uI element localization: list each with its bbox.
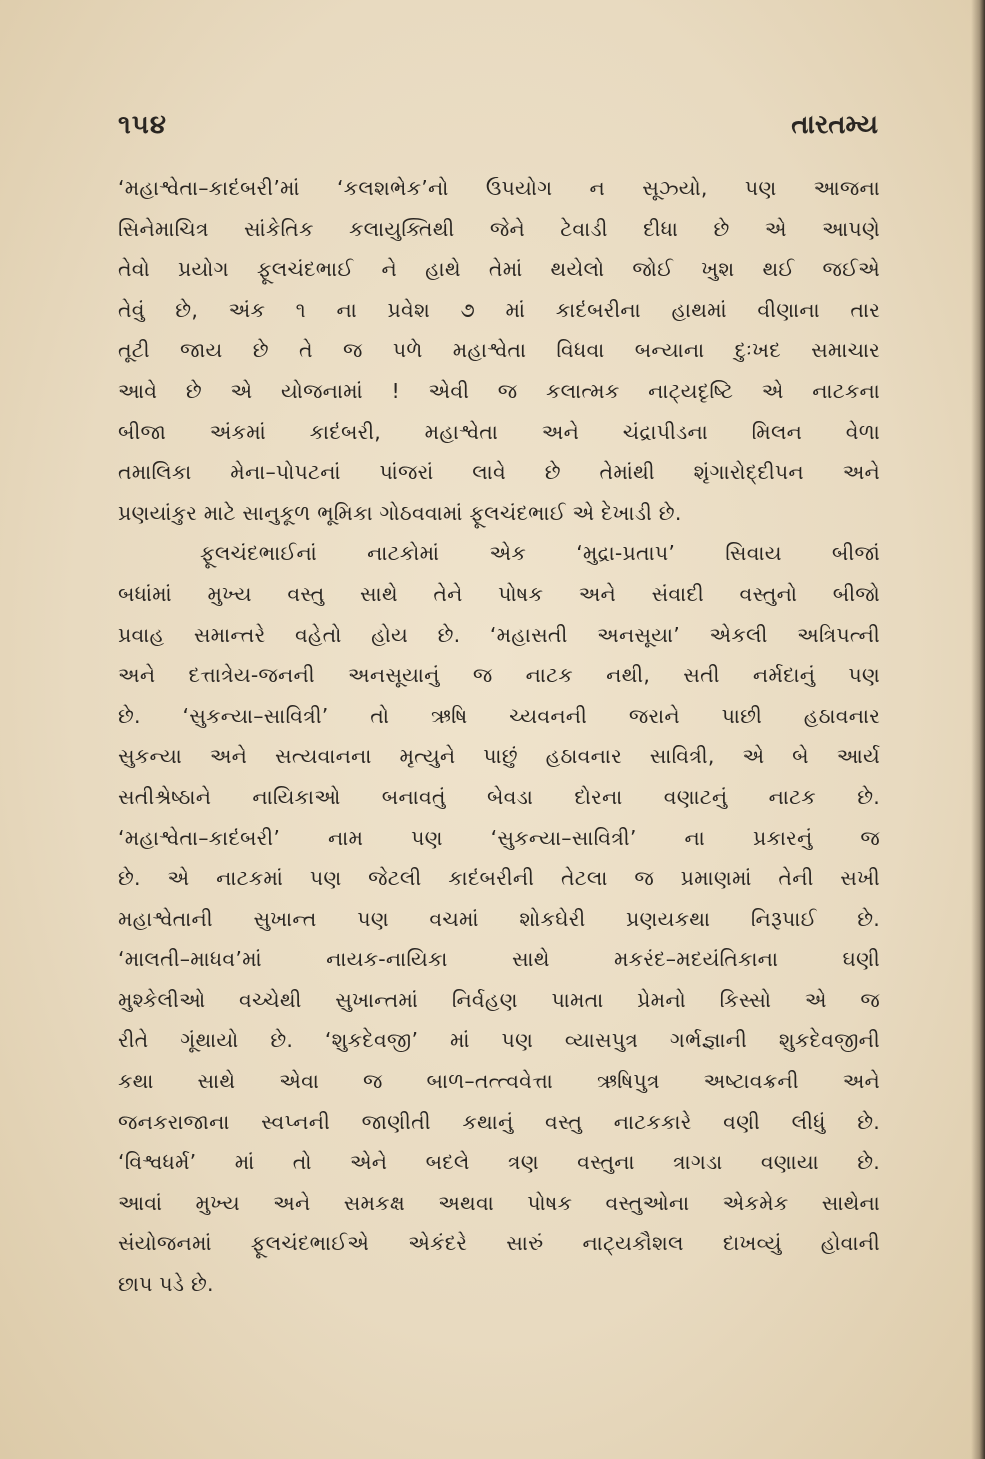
page-number: ૧૫૪ bbox=[118, 110, 167, 140]
text-line: બધાંમાં મુખ્ય વસ્તુ સાથે તેને પોષક અને સંવાદી વસ્તુનો બીજો bbox=[118, 581, 880, 606]
running-title: તારતમ્ય bbox=[791, 110, 878, 140]
text-line: આવાં મુખ્ય અને સમકક્ષ અથવા પોષક વસ્તુઓના એકમેક સાથેના bbox=[118, 1190, 880, 1215]
text-line: મુશ્કેલીઓ વચ્ચેથી સુખાન્તમાં નિર્વહણ પામતા પ્રેમનો કિસ્સો એ જ bbox=[118, 987, 880, 1012]
text-line: આવે છે એ યોજનામાં ! એવી જ કલાત્મક નાટ્યદૃષ્ટિ એ નાટકના bbox=[118, 378, 880, 403]
text-line: બીજા અંકમાં કાદંબરી, મહાશ્વેતા અને ચંદ્રાપીડના મિલન વેળા bbox=[118, 419, 880, 444]
text-line: છાપ પડે છે. bbox=[118, 1272, 214, 1297]
text-line: ‘માલતી–માધવ’માં નાયક-નાયિકા સાથે મકરંદ–મદયંતિકાના ઘણી bbox=[118, 947, 880, 972]
text-line: રીતે ગૂંથાયો છે. ‘શુકદેવજી’ માં પણ વ્યાસપુત્ર ગર્ભજ્ઞાની શુકદેવજીની bbox=[118, 1028, 880, 1053]
body-text bbox=[118, 168, 880, 1305]
text-line: સતીશ્રેષ્ઠાને નાયિકાઓ બનાવતું બેવડા દોરના વણાટનું નાટક છે. bbox=[118, 784, 880, 809]
text-line: તેવો પ્રયોગ ફૂલચંદભાઈ ને હાથે તેમાં થયેલો જોઈ ખુશ થઈ જઈએ bbox=[118, 257, 880, 282]
text-line: પ્રવાહ સમાન્તરે વહેતો હોય છે. ‘મહાસતી અનસૂયા’ એકલી અત્રિપત્ની bbox=[118, 622, 880, 647]
text-line: સિનેમાચિત્ર સાંકેતિક કલાયુક્તિથી જેને ટેવાડી દીધા છે એ આપણે bbox=[118, 216, 880, 241]
text-line: છે. ‘સુકન્યા–સાવિત્રી’ તો ઋષિ ચ્યવનની જરાને પાછી હઠાવનાર bbox=[118, 703, 880, 728]
text-line: પ્રણયાંકુર માટે સાનુકૂળ ભૂમિકા ગોઠવવામાં ફૂલચંદભાઈ એ દેખાડી છે. bbox=[118, 500, 682, 525]
page-header bbox=[118, 110, 878, 150]
text-line: અને દત્તાત્રેય-જનની અનસૂયાનું જ નાટક નથી, સતી નર્મદાનું પણ bbox=[118, 663, 880, 688]
text-line: સંયોજનમાં ફૂલચંદભાઈએ એકંદરે સારું નાટ્યકૌશલ દાખવ્યું હોવાની bbox=[118, 1231, 880, 1256]
text-line: ‘વિશ્વધર્મ’ માં તો એને બદલે ત્રણ વસ્તુના ત્રાગડા વણાયા છે. bbox=[118, 1150, 880, 1175]
text-line: કથા સાથે એવા જ બાળ–તત્ત્વવેત્તા ઋષિપુત્ર અષ્ટાવક્રની અને bbox=[118, 1069, 880, 1094]
text-line: છે. એ નાટકમાં પણ જેટલી કાદંબરીની તેટલા જ પ્રમાણમાં તેની સખી bbox=[118, 866, 880, 891]
text-line: તૂટી જાય છે તે જ પળે મહાશ્વેતા વિધવા બન્યાના દુઃખદ સમાચાર bbox=[118, 338, 880, 363]
page-edge-shadow bbox=[971, 0, 985, 1459]
text-line: ‘મહાશ્વેતા–કાદંબરી’માં ‘કલશભેક’નો ઉપયોગ ન સૂઝ્યો, પણ આજના bbox=[118, 176, 880, 200]
text-line: તેવું છે, અંક ૧ ના પ્રવેશ ૭ માં કાદંબરીના હાથમાં વીણાના તાર bbox=[118, 297, 880, 322]
text-line: જનકરાજાના સ્વપ્નની જાણીતી કથાનું વસ્તુ નાટકકારે વણી લીધું છે. bbox=[118, 1109, 880, 1134]
text-line: મહાશ્વેતાની સુખાન્ત પણ વચમાં શોકઘેરી પ્રણયકથા નિરૂપાઈ છે. bbox=[118, 906, 880, 931]
text-line: ફૂલચંદભાઈનાં નાટકોમાં એક ‘મુદ્રા-પ્રતાપ’ સિવાય બીજાં bbox=[200, 541, 880, 566]
text-line: સુકન્યા અને સત્યવાનના મૃત્યુને પાછું હઠાવનાર સાવિત્રી, એ બે આર્ય bbox=[118, 744, 880, 769]
text-line: તમાલિકા મેના–પોપટનાં પાંજરાં લાવે છે તેમાંથી શૃંગારોદ્દીપન અને bbox=[118, 460, 880, 485]
text-line: ‘મહાશ્વેતા–કાદંબરી’ નામ પણ ‘સુકન્યા–સાવિત્રી’ ના પ્રકારનું જ bbox=[118, 825, 880, 850]
